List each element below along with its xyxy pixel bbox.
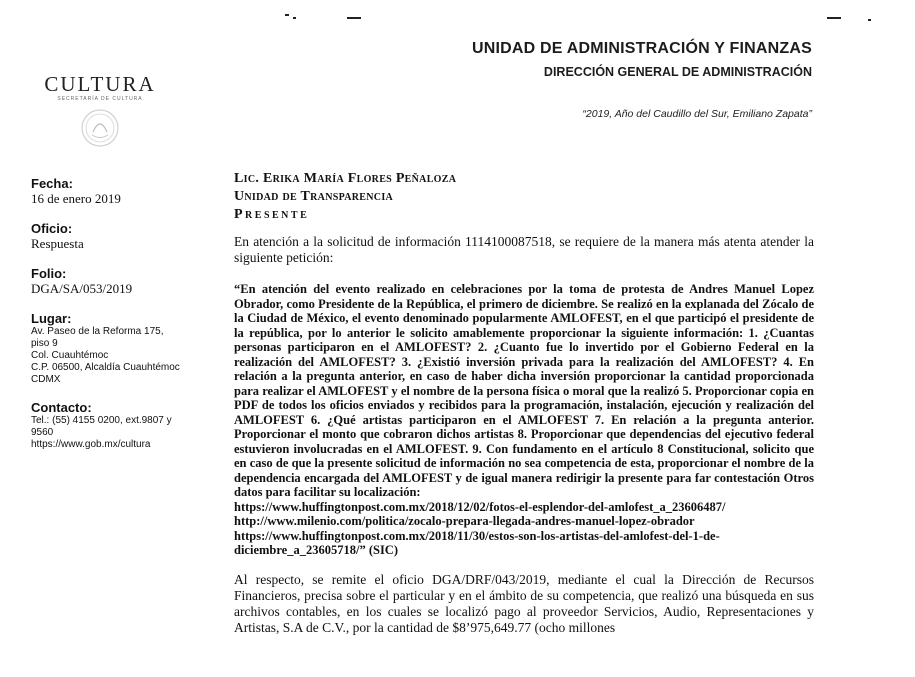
- lugar-line: Av. Paseo de la Reforma 175,: [31, 326, 164, 337]
- lugar-line: CDMX: [31, 374, 61, 385]
- logo-wordmark: CULTURA: [44, 72, 156, 96]
- oficio-value: Respuesta: [31, 236, 84, 251]
- fecha-value: 16 de enero 2019: [31, 191, 121, 206]
- letter-body: [234, 170, 814, 636]
- unit-title: UNIDAD DE ADMINISTRACIÓN Y FINANZAS: [471, 40, 812, 57]
- contacto-line: Tel.: (55) 4155 0200, ext.9807 y: [31, 415, 172, 426]
- addressee-unit: Unidad de Transparencia: [234, 189, 394, 204]
- intro-paragraph: En atención a la solicitud de información 1114100087518, se requiere de la manera más atenta atender la siguiente petición:: [234, 234, 814, 265]
- reference-link: https://www.huffingtonpost.com.mx/2018/11/30/estos-son-los-artistas-del-amlofest-del-1-de-diciembre_a_23605718/” (SIC): [234, 528, 720, 557]
- fecha-label: Fecha:: [31, 176, 73, 191]
- addressee-name: Lic. Erika María Flores Peñaloza: [234, 171, 457, 186]
- lugar-line: Col. Cuauhtémoc: [31, 350, 109, 361]
- sidebar-metadata: [31, 176, 206, 451]
- oficio-label: Oficio:: [31, 221, 73, 236]
- presente: Presente: [234, 207, 310, 222]
- lugar-line: piso 9: [31, 338, 58, 349]
- scan-artifact: [285, 14, 289, 16]
- scan-artifact: [827, 17, 841, 19]
- response-paragraph: Al respecto, se remite el oficio DGA/DRF/043/2019, mediante el cual la Dirección de Recursos Financieros, precisa sobre el particular y en el ámbito de su competencia, que realizó una búsqueda en sus archivos contables, en los cuales se localizó pago al proveedor Servicios, Audio, Representaciones y Artistas, S.A de C.V., por la cantidad de $8’975,649.77 (ocho millones: [234, 571, 814, 635]
- contacto-line: https://www.gob.mx/cultura: [31, 439, 151, 450]
- cultura-logo: [40, 72, 160, 148]
- folio-label: Folio:: [31, 266, 67, 281]
- year-motto: “2019, Año del Caudillo del Sur, Emiliano Zapata”: [582, 108, 812, 120]
- contacto-line: 9560: [31, 427, 54, 438]
- reference-link: https://www.huffingtonpost.com.mx/2018/12/02/fotos-el-esplendor-del-amlofest_a_23606487/: [234, 499, 726, 514]
- scan-artifact: [347, 17, 361, 19]
- folio-value: DGA/SA/053/2019: [31, 281, 133, 296]
- request-quote: [234, 282, 814, 558]
- scan-artifact: [293, 17, 296, 19]
- request-text: “En atención del evento realizado en celebraciones por la toma de protesta de Andres Manuel Lopez Obrador, como Presidente de la República, el primero de diciembre. Se realizó en la explanada del Zócalo de la Ciudad de México, el evento denominado popularmente AMLOFEST, en el que participó el presidente de la república, por lo anterior le solicito amablemente proporcionar la siguiente información: 1. ¿Cuantas personas participaron en el AMLOFEST? 2. ¿Cuanto fue lo invertido por el Gobierno Federal en la realización del AMLOFEST? 3. ¿Existió inversión privada para la realización del AMLOFEST? 4. En relación a la pregunta anterior, en caso de haber dicha inversión proporcionar la cantidad proporcionada para realizar el AMLOFEST y el nombre de la persona física o moral que la realizó 5. Proporcionar copia en PDF de todos los oficios enviados y recibidos para la programación, instalación, ejecución y realización del AMLOFEST 6. ¿Qué artistas participaron en el AMLOFEST 7. En relación a la pregunta anterior. Proporcionar el monto que cobraron dichos artistas 8. Proporcionar que dependencias del ejecutivo federal estuvieron involucradas en el AMLOFEST. 9. Con fundamento en el artículo 8 Constitucional, solicito que en caso de que la presente solicitud de información no sea competencia de esta, proporcionar el nombre de la dependencia encargada del AMLOFEST y de igual manera redirigir la presente para far contestación Otros datos para facilitar su localización:: [234, 282, 814, 499]
- contacto-label: Contacto:: [31, 400, 92, 415]
- reference-link: http://www.milenio.com/politica/zocalo-prepara-llegada-andres-manuel-lopez-obrador: [234, 514, 695, 528]
- lugar-label: Lugar:: [31, 311, 72, 326]
- scan-artifact: [868, 19, 871, 21]
- logo-subtitle: SECRETARÍA DE CULTURA: [57, 96, 143, 102]
- direction-title: DIRECCIÓN GENERAL DE ADMINISTRACIÓN: [543, 65, 812, 79]
- letterhead: [472, 40, 812, 79]
- lugar-line: C.P. 06500, Alcaldía Cuauhtémoc: [31, 362, 180, 373]
- national-seal-icon: [80, 108, 120, 148]
